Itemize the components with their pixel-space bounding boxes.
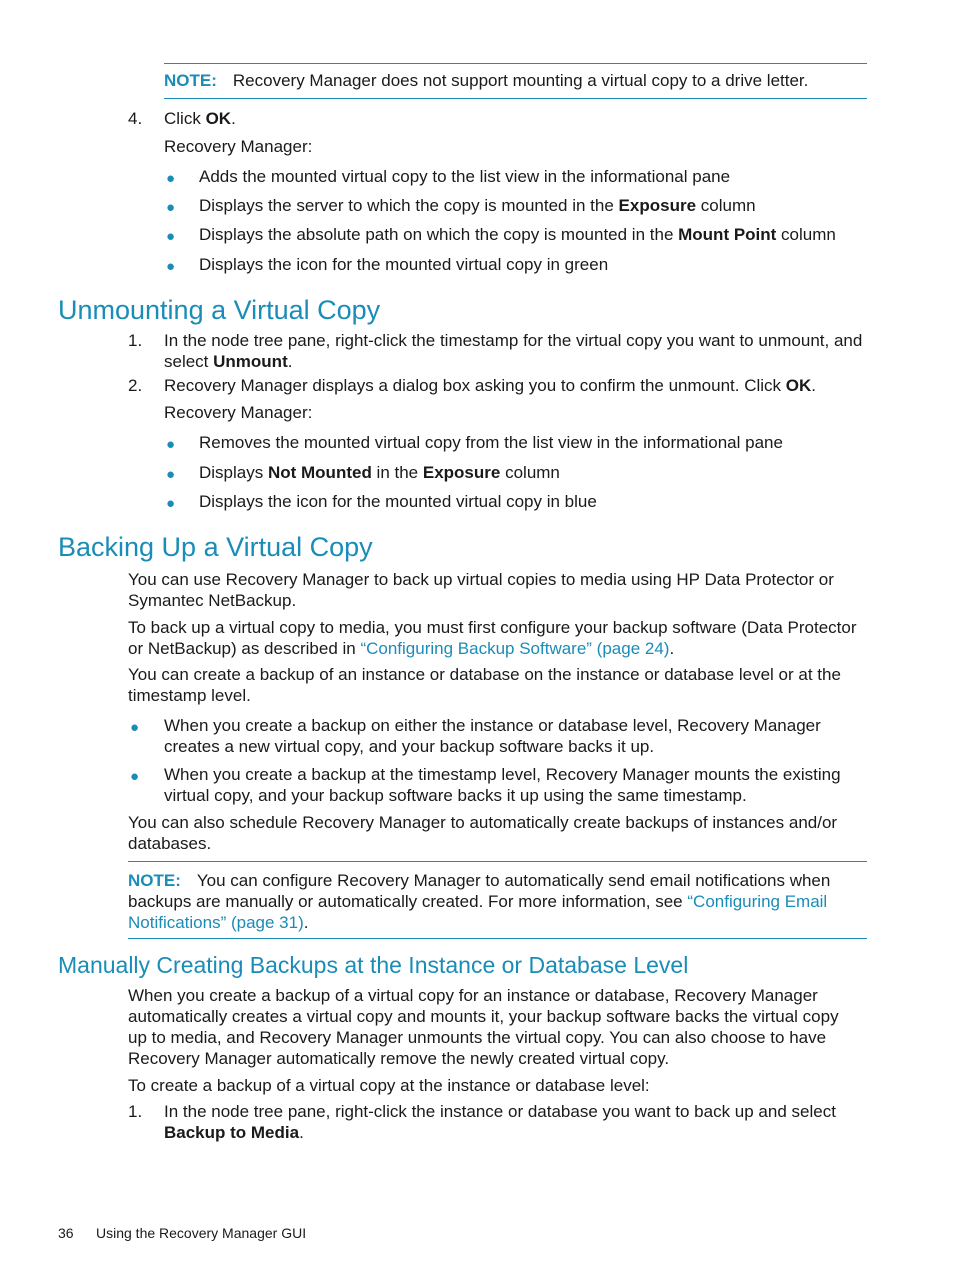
bullet-icon: ● bbox=[166, 258, 176, 275]
bullet-icon: ● bbox=[166, 199, 176, 216]
list-item: When you create a backup on either the instance or database level, Recovery Manager creates a new virtual copy, and your backup software backs it up. bbox=[164, 716, 821, 756]
bullet-icon: ● bbox=[166, 436, 176, 453]
configuring-email-notifications-link[interactable]: “Configuring Email bbox=[687, 892, 828, 911]
page-number: 36 bbox=[58, 1225, 74, 1241]
bullet-icon: ● bbox=[166, 466, 176, 483]
bullet-icon: ● bbox=[130, 768, 140, 785]
step-text: In the node tree pane, right-click the instance or database you want to back up and select Backup to Media. bbox=[164, 1102, 836, 1142]
subsection-heading-manual-backups: Manually Creating Backups at the Instance or Database Level bbox=[58, 952, 689, 978]
bullet-icon: ● bbox=[166, 170, 176, 187]
list-item: Adds the mounted virtual copy to the list view in the informational pane bbox=[199, 167, 731, 186]
recovery-manager-label: Recovery Manager: bbox=[164, 403, 313, 422]
note-text-line bbox=[164, 70, 808, 91]
step-number: 1. bbox=[128, 331, 143, 350]
list-item: Removes the mounted virtual copy from the list view in the informational pane bbox=[199, 433, 783, 452]
list-item: Displays the absolute path on which the copy is mounted in the Mount Point column bbox=[199, 225, 836, 244]
paragraph: When you create a backup of a virtual copy for an instance or database, Recovery Manager automatically creates a virtual copy and mounts it, your backup software backs the virtual copy up to media, and Recovery Manager unmounts the virtual copy. You can also choose to have Recovery Manager automatically remove the newly created virtual copy. bbox=[128, 986, 839, 1068]
paragraph: You can also schedule Recovery Manager to automatically create backups of instances and/or databases. bbox=[128, 813, 838, 853]
list-item: Displays the icon for the mounted virtual copy in blue bbox=[199, 492, 597, 511]
bullet-icon: ● bbox=[166, 228, 176, 245]
paragraph: You can create a backup of an instance or database on the instance or database level or at the timestamp level. bbox=[128, 665, 841, 705]
paragraph: To create a backup of a virtual copy at the instance or database level: bbox=[128, 1076, 650, 1095]
list-item: Displays Not Mounted in the Exposure column bbox=[199, 463, 560, 482]
configuring-email-notifications-link[interactable]: Notifications” (page 31) bbox=[128, 913, 304, 932]
bullet-icon: ● bbox=[166, 495, 176, 512]
note-text-block: NOTE: You can configure Recovery Manager to automatically send email notifications when backups are manually or automatically created. For more information, see “Configuring Email Notifications” (page 31). bbox=[128, 871, 831, 932]
note-label: NOTE: bbox=[164, 71, 217, 90]
section-heading-backing-up: Backing Up a Virtual Copy bbox=[58, 532, 373, 562]
note-box bbox=[164, 63, 867, 99]
step-number: 4. bbox=[128, 109, 143, 128]
list-item: Displays the icon for the mounted virtual copy in green bbox=[199, 255, 609, 274]
note-box bbox=[128, 861, 867, 939]
step-text: Click OK. bbox=[164, 109, 236, 128]
paragraph: You can use Recovery Manager to back up virtual copies to media using HP Data Protector or Symantec NetBackup. bbox=[128, 570, 834, 610]
paragraph: To back up a virtual copy to media, you must first configure your backup software (Data Protector or NetBackup) as described in “Configuring Backup Software” (page 24). bbox=[128, 618, 857, 658]
step-number: 1. bbox=[128, 1102, 143, 1121]
bullet-icon: ● bbox=[130, 719, 140, 736]
list-item: When you create a backup at the timestamp level, Recovery Manager mounts the existing virtual copy, and your backup software backs it up using the same timestamp. bbox=[164, 765, 841, 805]
list-item: Displays the server to which the copy is mounted in the Exposure column bbox=[199, 196, 756, 215]
section-heading-unmounting: Unmounting a Virtual Copy bbox=[58, 295, 381, 325]
note-label: NOTE: bbox=[128, 871, 181, 890]
recovery-manager-label: Recovery Manager: bbox=[164, 137, 313, 156]
configuring-backup-software-link[interactable]: “Configuring Backup Software” (page 24) bbox=[360, 639, 670, 658]
step-number: 2. bbox=[128, 376, 143, 395]
step-text: In the node tree pane, right-click the timestamp for the virtual copy you want to unmount, and select Unmount. bbox=[164, 331, 863, 371]
note-text: Recovery Manager does not support mounting a virtual copy to a drive letter. bbox=[232, 71, 809, 90]
footer-title: Using the Recovery Manager GUI bbox=[96, 1225, 307, 1241]
step-text: Recovery Manager displays a dialog box asking you to confirm the unmount. Click OK. bbox=[164, 376, 816, 395]
